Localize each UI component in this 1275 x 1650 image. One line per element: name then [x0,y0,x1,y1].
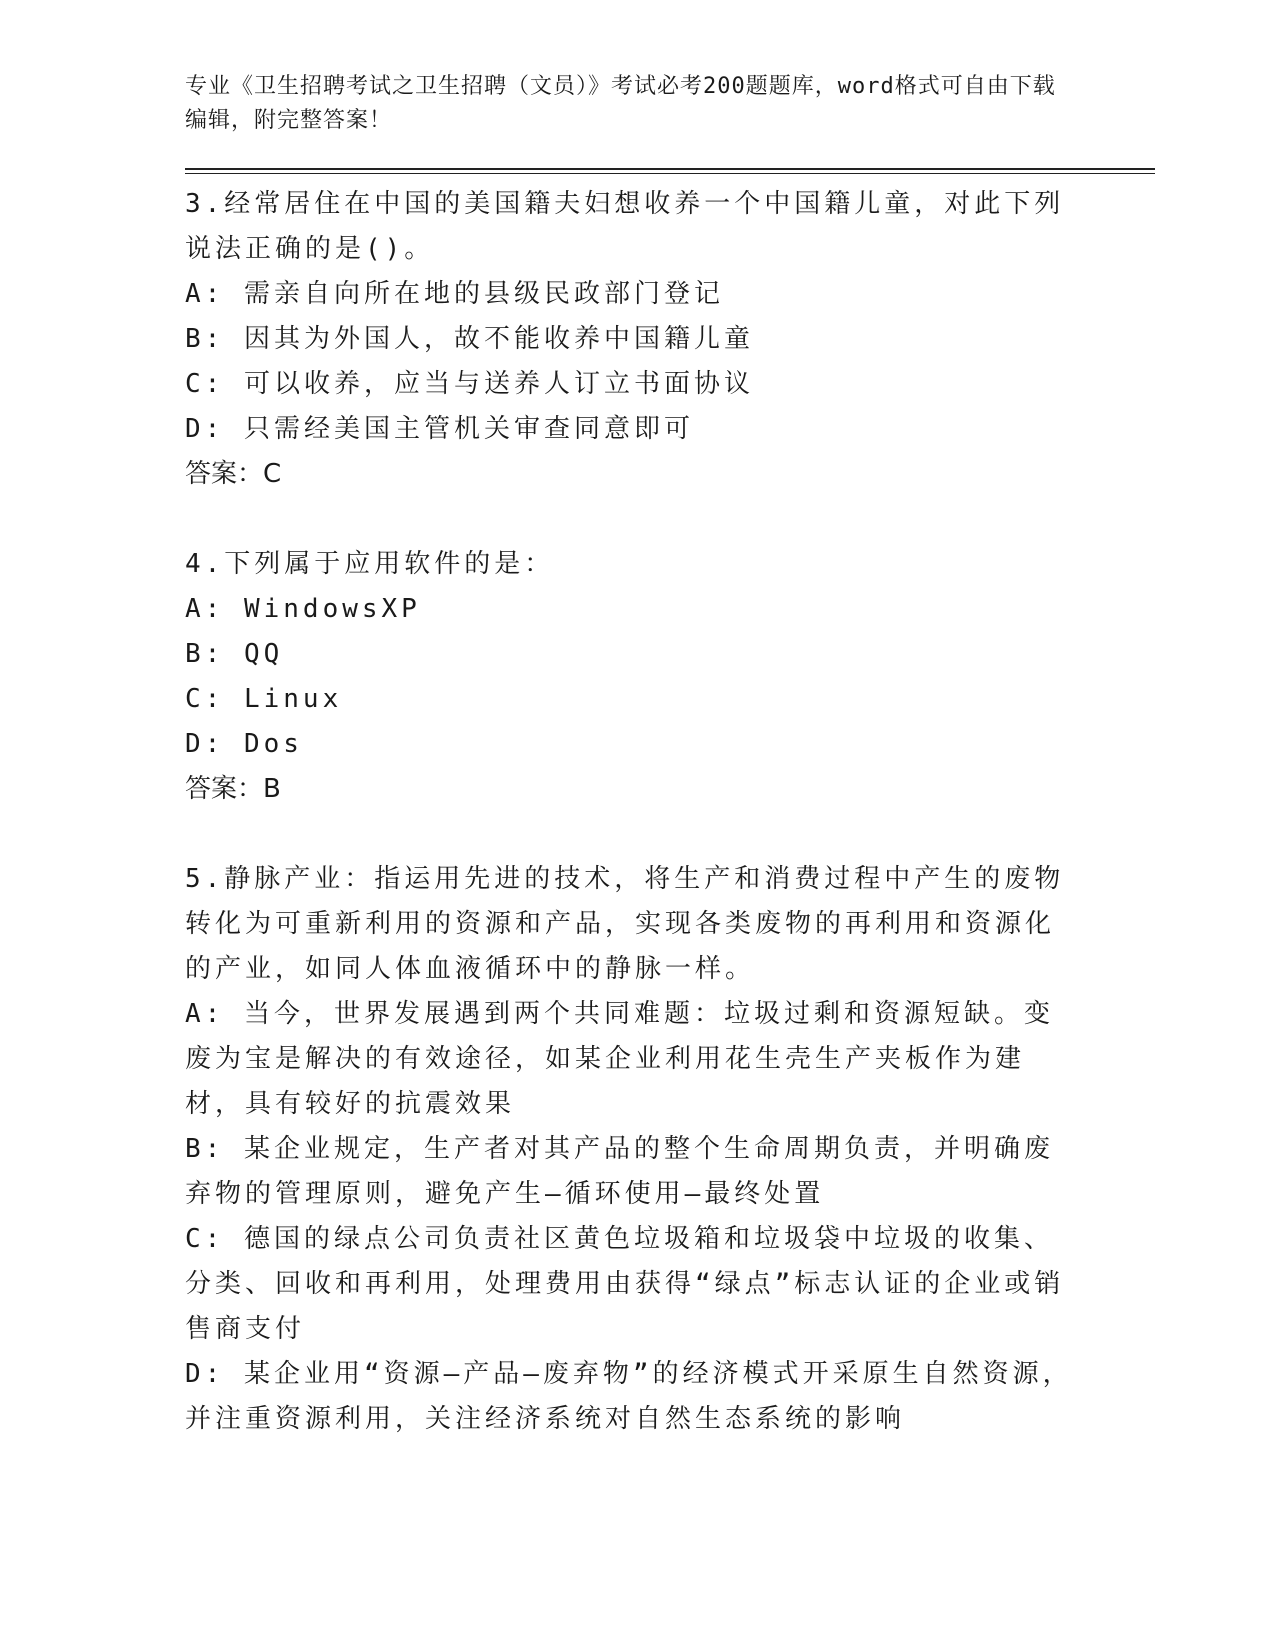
answer-label: 答案：C [185,459,282,489]
question-3 [185,182,1155,497]
document-page [185,70,1155,1442]
option-c: C: 德国的绿点公司负责社区黄色垃圾箱和垃圾袋中垃圾的收集、分类、回收和再利用，处理费用由获得“绿点”标志认证的企业或销售商支付 [185,1224,1065,1344]
header-divider [185,168,1155,174]
option-a: A: WindowsXP [185,594,421,624]
option-d: D: 只需经美国主管机关审查同意即可 [185,414,694,444]
option-a: A: 需亲自向所在地的县级民政部门登记 [185,279,724,309]
question-4 [185,542,1155,812]
option-a: A: 当今，世界发展遇到两个共同难题：垃圾过剩和资源短缺。变废为宝是解决的有效途径，如某企业利用花生壳生产夹板作为建材，具有较好的抗震效果 [185,999,1054,1119]
option-b: B: 因其为外国人，故不能收养中国籍儿童 [185,324,754,354]
option-c: C: 可以收养，应当与送养人订立书面协议 [185,369,754,399]
question-stem: 4.下列属于应用软件的是： [185,549,555,579]
option-d: D: 某企业用“资源—产品—废弃物”的经济模式开采原生自然资源，并注重资源利用，关注经济系统对自然生态系统的影响 [185,1359,1073,1434]
option-c: C: Linux [185,684,343,714]
question-5 [185,857,1155,1442]
question-stem: 3.经常居住在中国的美国籍夫妇想收养一个中国籍儿童，对此下列说法正确的是()。 [185,189,1065,264]
question-stem: 5.静脉产业：指运用先进的技术，将生产和消费过程中产生的废物转化为可重新利用的资源和产品，实现各类废物的再利用和资源化的产业，如同人体血液循环中的静脉一样。 [185,864,1065,984]
document-header: 专业《卫生招聘考试之卫生招聘（文员）》考试必考200题题库，word格式可自由下载编辑，附完整答案！ [185,74,1056,133]
option-b: B: 某企业规定，生产者对其产品的整个生命周期负责，并明确废弃物的管理原则，避免产生—循环使用—最终处置 [185,1134,1054,1209]
option-b: B: QQ [185,639,284,669]
option-d: D: Dos [185,729,303,759]
answer-label: 答案：B [185,774,281,804]
